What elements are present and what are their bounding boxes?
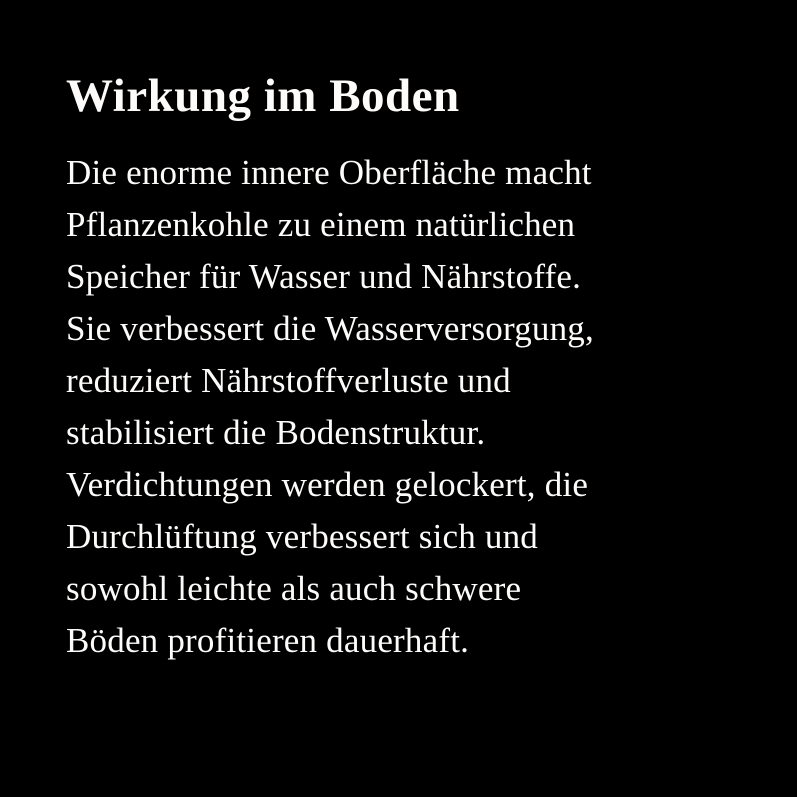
text-line: Sie verbessert die Wasserversorgung, bbox=[66, 308, 594, 348]
text-line: Pflanzenkohle zu einem natürlichen bbox=[66, 204, 576, 244]
page-title: Wirkung im Boden bbox=[66, 70, 460, 122]
body-text bbox=[66, 147, 741, 667]
text-line: Speicher für Wasser und Nährstoffe. bbox=[66, 256, 582, 296]
text-line: Durchlüftung verbessert sich und bbox=[66, 516, 538, 556]
text-line: Böden profitieren dauerhaft. bbox=[66, 620, 470, 660]
text-line: stabilisiert die Bodenstruktur. bbox=[66, 412, 486, 452]
text-line: sowohl leichte als auch schwere bbox=[66, 568, 522, 608]
text-line: Verdichtungen werden gelockert, die bbox=[66, 464, 589, 504]
text-line: Die enorme innere Oberfläche macht bbox=[66, 152, 592, 192]
text-line: reduziert Nährstoffverluste und bbox=[66, 360, 511, 400]
